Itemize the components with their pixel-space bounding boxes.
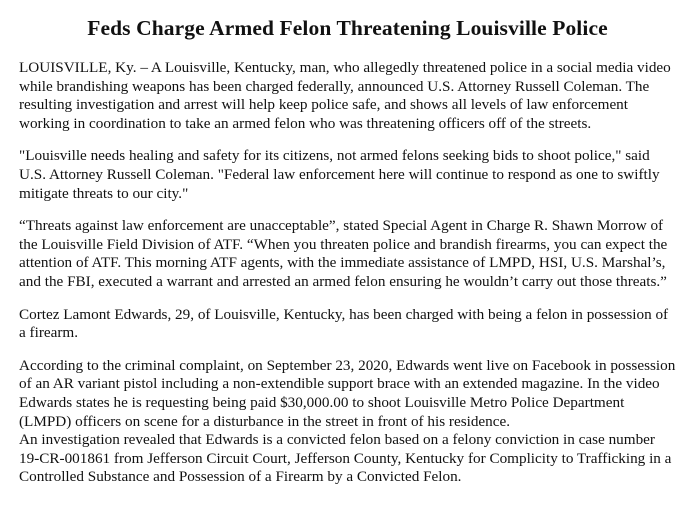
paragraph-complaint: According to the criminal complaint, on September 23, 2020, Edwards went live on Facebook in possession of an AR variant pistol including a non-extendible support brace with an extended magazine. In the video Edwards states he is requesting being paid $30,000.00 to shoot Louisville Metro Police Department (LMPD) officers on scene for a disturbance in the street in front of his residence. An investigation revealed that Edwards is a convicted felon based on a felony conviction in case number 19-CR-001861 from Jefferson Circuit Court, Jefferson County, Kentucky for Complicity to Trafficking in a Controlled Substance and Possession of a Firearm by a Convicted Felon. xyxy=(19,356,676,486)
paragraph-intro: LOUISVILLE, Ky. – A Louisville, Kentucky, man, who allegedly threatened police in a social media video while brandishing weapons has been charged federally, announced U.S. Attorney Russell Coleman. The resulting investigation and arrest will help keep police safe, and shows all levels of law enforcement working in coordination to take an armed felon who was threatening officers off of the streets. xyxy=(19,59,671,132)
paragraph-charge: Cortez Lamont Edwards, 29, of Louisville, Kentucky, has been charged with being a felon in possession of a firearm. xyxy=(19,305,669,342)
paragraph-attorney-quote: "Louisville needs healing and safety for its citizens, not armed felons seeking bids to shoot police," said U.S. Attorney Russell Coleman. "Federal law enforcement here will continue to respond as one to swiftly mitigate threats to our city." xyxy=(19,147,660,202)
page-title: Feds Charge Armed Felon Threatening Louisville Police xyxy=(87,16,608,40)
paragraph-atf-quote: “Threats against law enforcement are unacceptable”, stated Special Agent in Charge R. Shawn Morrow of the Louisville Field Division of ATF. “When you threaten police and brandish firearms, you can expect the attention of ATF. This morning ATF agents, with the immediate assistance of LMPD, HSI, U.S. Marshal’s, and the FBI, executed a warrant and arrested an armed felon ensuring he wouldn’t carry out those threats.” xyxy=(19,217,668,290)
